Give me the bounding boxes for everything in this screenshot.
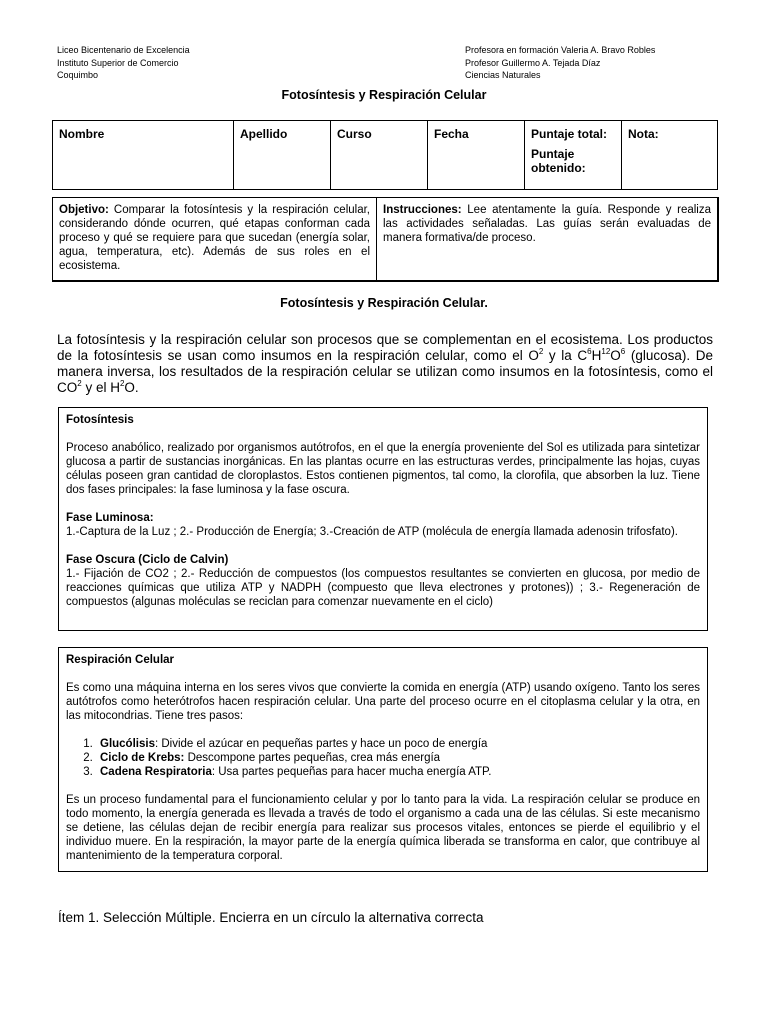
nota-cell[interactable]: Nota: <box>622 121 718 190</box>
fase-oscura-heading: Fase Oscura (Ciclo de Calvin) <box>66 554 229 566</box>
city-name: Coquimbo <box>57 70 99 80</box>
respiration-body: Es como una máquina interna en los seres vivos que convierte la comida en energía (ATP) usando oxígeno. Tanto los seres autótrofos como heterótrofos hacen respiración celular. Una parte del proceso ocurre en el citoplasma celular y la otra, en las mitocondrias. Tiene tres pasos: <box>66 682 700 722</box>
section-title: Fotosíntesis y Respiración Celular. <box>280 296 488 310</box>
fase-oscura-text: 1.- Fijación de CO2 ; 2.- Reducción de compuestos (los compuestos resultantes se convierten en glucosa, por medio de reacciones químicas que utiliza ATP y NADPH (compuesto que lleva electrones y protones)) ; 3.- Regeneración de compuestos (algunas moléculas se reciclan para comenzar nuevamente en el ciclo) <box>66 568 700 608</box>
school-name: Liceo Bicentenario de Excelencia <box>57 45 190 55</box>
photosynthesis-heading: Fotosíntesis <box>66 414 134 426</box>
respiration-heading: Respiración Celular <box>66 654 175 666</box>
step-glucolisis: 1. Glucólisis: Divide el azúcar en pequeñas partes y hace un poco de energía <box>96 737 700 751</box>
page-title: Fotosíntesis y Respiración Celular <box>281 88 487 102</box>
instructions-column: Instrucciones: Lee atentamente la guía. Responde y realiza las actividades señaladas. Las guías serán evaluadas de manera formativa/de proceso. <box>383 204 711 244</box>
fase-luminosa-heading: Fase Luminosa: <box>66 512 154 524</box>
school-header <box>57 44 190 82</box>
teacher-2: Profesor Guillermo A. Tejada Díaz <box>465 57 601 68</box>
respiration-closing: Es un proceso fundamental para el funcionamiento celular y por lo tanto para la vida. La respiración celular se produce en todo momento, la energía generada es llevada a través de todo el organismo a cada una de las células. Si este mecanismo se detiene, las células dejan de recibir energía para realizar sus procesos vitales, entonces se pierde el equilibrio y el individuo muere. En la respiración, la mayor parte de la energía química liberada se transforma en calor, que contribuye al mantenimiento de la temperatura corporal. <box>66 794 700 862</box>
student-info-table <box>52 120 718 190</box>
teacher-header <box>465 44 655 82</box>
institute-name: Instituto Superior de Comercio <box>57 57 179 68</box>
step-cadena: 3. Cadena Respiratoria: Usa partes pequeñas para hacer mucha energía ATP. <box>96 765 700 779</box>
intro-paragraph: La fotosíntesis y la respiración celular son procesos que se complementan en el ecosistema. Los productos de la fotosíntesis se usan como insumos en la respiración celular, como el $O^2$ y la $C^6H^{12}O^6$ (glucosa). De manera inversa, los resultados de la respiración celular se utilizan como insumos en la fotosíntesis, como el $CO^2$ y el $H^2O$. <box>57 332 713 395</box>
item1-instruction: Ítem 1. Selección Múltiple. Encierra en un círculo la alternativa correcta <box>58 910 484 925</box>
apellido-cell[interactable]: Apellido <box>234 121 331 190</box>
subject-name: Ciencias Naturales <box>465 70 541 80</box>
fecha-cell[interactable]: Fecha <box>428 121 525 190</box>
fase-luminosa-text: 1.-Captura de la Luz ; 2.- Producción de Energía; 3.-Creación de ATP (molécula de energía llamada adenosin trifosfato). <box>66 526 678 538</box>
objective-instructions-box <box>52 197 719 282</box>
photosynthesis-box <box>58 407 708 631</box>
respiration-steps <box>66 737 700 779</box>
puntaje-cell[interactable]: Puntaje total: Puntaje obtenido: <box>525 121 622 190</box>
curso-cell[interactable]: Curso <box>331 121 428 190</box>
nombre-cell[interactable]: Nombre <box>53 121 234 190</box>
objective-column: Objetivo: Comparar la fotosíntesis y la respiración celular, considerando dónde ocurren, qué etapas conforman cada proceso y qué se requiere para que sucedan (energía solar, agua, temperatura, etc). Además de sus roles en el ecosistema. <box>53 198 377 280</box>
respiration-box <box>58 647 708 872</box>
photosynthesis-body: Proceso anabólico, realizado por organismos autótrofos, en el que la energía proveniente del Sol es utilizada para sintetizar glucosa a partir de sustancias inorgánicas. En las plantas ocurre en las estructuras verdes, principalmente las hojas, cuyas células poseen gran cantidad de cloroplastos. Estos contienen pigmentos, tal como, la clorofila, que absorben la luz. Tiene dos fases principales: la fase luminosa y la fase oscura. <box>66 442 700 496</box>
teacher-1: Profesora en formación Valeria A. Bravo Robles <box>465 45 656 55</box>
step-krebs: 2. Ciclo de Krebs: Descompone partes pequeñas, crea más energía <box>96 751 700 765</box>
